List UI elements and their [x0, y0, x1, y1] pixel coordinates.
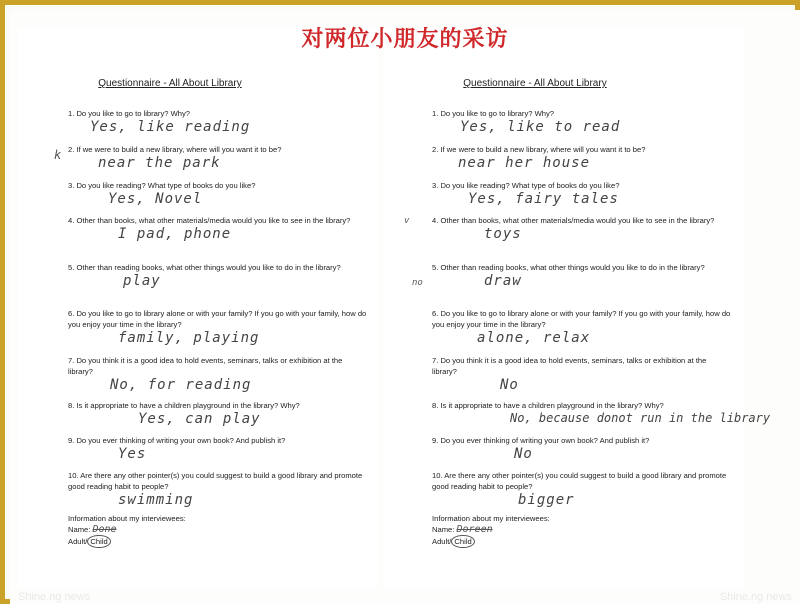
answer: No, for reading	[110, 377, 252, 393]
right-item-8	[432, 400, 771, 425]
name-label: Name:	[432, 525, 455, 534]
left-item-4	[68, 215, 368, 242]
question: 3. Do you like reading? What type of books do you like?	[68, 181, 256, 190]
right-margin-mark-2: no	[412, 278, 423, 288]
question: 10. Are there any other pointer(s) you could suggest to build a good library and promote good reading habit to people?	[432, 471, 727, 491]
answer: Yes, like to read	[460, 119, 621, 135]
left-margin-mark: k	[54, 148, 62, 162]
left-item-6	[68, 308, 368, 346]
left-item-1	[68, 108, 368, 135]
question: 4. Other than books, what other materials/media would you like to see in the library?	[432, 216, 715, 225]
answer: draw	[484, 273, 522, 289]
answer: bigger	[518, 492, 575, 508]
adult-label: Adult/	[432, 537, 452, 546]
answer: No, because donot run in the library	[510, 411, 771, 425]
answer: play	[123, 273, 161, 289]
answer: No	[500, 377, 519, 393]
answer: Yes, like reading	[90, 119, 251, 135]
right-item-6	[432, 308, 732, 346]
right-item-7	[432, 355, 732, 393]
name-line	[68, 524, 186, 535]
question: 6. Do you like to go to library alone or with your family? If you go with your family, how do you enjoy your time in the library?	[432, 309, 731, 329]
page-canvas	[10, 10, 800, 604]
question: 7. Do you think it is a good idea to hold events, seminars, talks or exhibition at the library?	[432, 356, 707, 376]
question: 9. Do you ever thinking of writing your own book? And publish it?	[68, 436, 286, 445]
question: 5. Other than reading books, what other things would you like to do in the library?	[432, 263, 705, 272]
question: 5. Other than reading books, what other things would you like to do in the library?	[68, 263, 341, 272]
question: 8. Is it appropriate to have a children playground in the library? Why?	[68, 401, 300, 410]
left-item-10	[68, 470, 368, 508]
name-label: Name:	[68, 525, 91, 534]
watermark-left: Shine.ng news	[18, 591, 91, 603]
right-item-1	[432, 108, 732, 135]
right-heading: Questionnaire - All About Library	[463, 78, 607, 89]
question: 1. Do you like to go to library? Why?	[68, 109, 190, 118]
adult-child-line	[68, 535, 186, 548]
right-margin-mark-1: v	[404, 216, 410, 226]
right-item-5	[432, 262, 732, 289]
answer: I pad, phone	[118, 226, 232, 242]
left-item-9	[68, 435, 368, 462]
name-line	[432, 524, 550, 535]
question: 4. Other than books, what other materials/media would you like to see in the library?	[68, 216, 351, 225]
question: 10. Are there any other pointer(s) you could suggest to build a good library and promote good reading habit to people?	[68, 471, 363, 491]
answer: Yes	[118, 446, 147, 462]
answer: toys	[484, 226, 522, 242]
left-interviewee-info	[68, 513, 186, 548]
page-title: 对两位小朋友的采访	[301, 26, 509, 52]
answer: Yes, can play	[138, 411, 261, 427]
right-item-10	[432, 470, 732, 508]
question: 9. Do you ever thinking of writing your own book? And publish it?	[432, 436, 650, 445]
answer: Yes, fairy tales	[468, 191, 619, 207]
question: 2. If we were to build a new library, where will you want it to be?	[68, 145, 282, 154]
child-circled: Child	[451, 535, 474, 548]
name-value: Done	[92, 524, 117, 535]
question: 3. Do you like reading? What type of books do you like?	[432, 181, 620, 190]
left-item-5	[68, 262, 368, 289]
question: 7. Do you think it is a good idea to hold events, seminars, talks or exhibition at the library?	[68, 356, 343, 376]
right-item-9	[432, 435, 732, 462]
watermark-right: Shine.ng news	[719, 591, 792, 603]
info-label: Information about my interviewees:	[68, 514, 186, 523]
adult-child-line	[432, 535, 550, 548]
left-item-8	[68, 400, 368, 427]
question: 6. Do you like to go to library alone or with your family? If you go with your family, how do you enjoy your time in the library?	[68, 309, 367, 329]
question: 1. Do you like to go to library? Why?	[432, 109, 554, 118]
left-item-2	[68, 144, 368, 171]
info-label: Information about my interviewees:	[432, 514, 550, 523]
right-interviewee-info	[432, 513, 550, 548]
child-circled: Child	[87, 535, 110, 548]
left-heading: Questionnaire - All About Library	[98, 78, 242, 89]
answer: near her house	[458, 155, 591, 171]
adult-label: Adult/	[68, 537, 88, 546]
answer: alone, relax	[477, 330, 591, 346]
answer: near the park	[98, 155, 221, 171]
name-value: Doreen	[456, 524, 493, 535]
answer: swimming	[118, 492, 194, 508]
left-item-3	[68, 180, 368, 207]
answer: Yes, Novel	[108, 191, 203, 207]
question: 8. Is it appropriate to have a children playground in the library? Why?	[432, 401, 664, 410]
left-item-7	[68, 355, 368, 393]
question: 2. If we were to build a new library, where will you want it to be?	[432, 145, 646, 154]
answer: family, playing	[118, 330, 260, 346]
right-item-4	[432, 215, 732, 242]
right-item-2	[432, 144, 732, 171]
answer: No	[514, 446, 533, 462]
right-item-3	[432, 180, 732, 207]
